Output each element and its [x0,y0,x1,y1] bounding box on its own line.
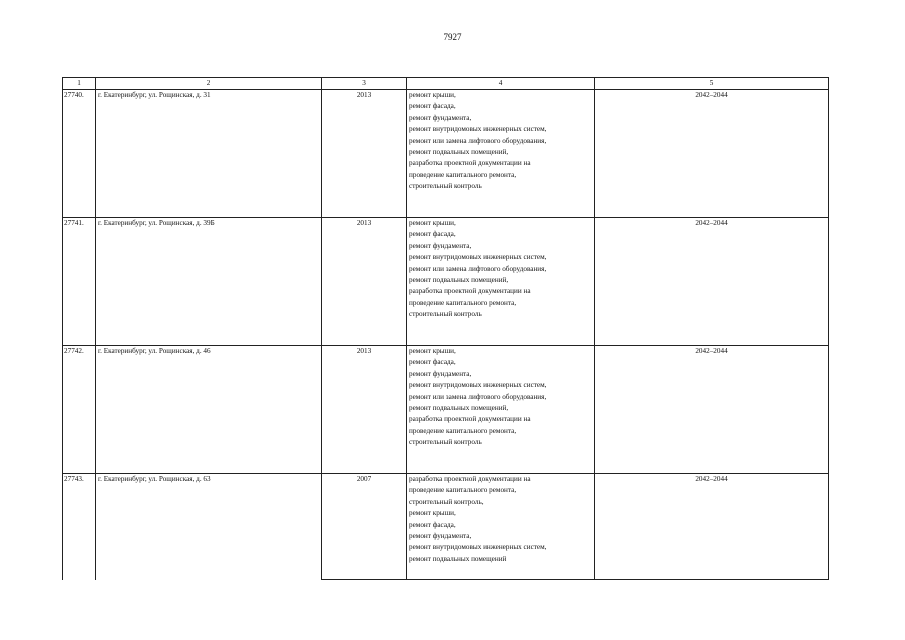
work-item: строительный контроль [409,438,482,447]
work-item: ремонт внутридомовых инженерных систем, [409,125,547,134]
work-item: ремонт крыши, [409,347,456,355]
row-year: 2013 [322,90,407,218]
work-item: ремонт фундамента, [409,241,472,250]
table-row [63,90,829,218]
row-address: г. Екатеринбург, ул. Рощинская, д. 46 [96,346,322,474]
work-item: ремонт внутридомовых инженерных систем, [409,381,547,390]
row-number: 27742. [63,346,96,474]
work-item: строительный контроль [409,310,482,319]
work-item: строительный контроль [409,182,482,191]
work-item: ремонт крыши, [409,509,456,518]
work-item: ремонт фундамента, [409,369,472,378]
column-header: 5 [595,78,829,90]
work-item: ремонт фундамента, [409,113,472,122]
work-item: разработка проектной документации на [409,287,531,296]
row-address: г. Екатеринбург, ул. Рощинская, д. 63 [96,474,322,580]
work-item: строительный контроль, [409,497,484,506]
work-item: ремонт внутридомовых инженерных систем, [409,253,547,262]
row-address: г. Екатеринбург, ул. Рощинская, д. 39Б [96,218,322,346]
column-header: 4 [407,78,595,90]
work-item: ремонт внутридомовых инженерных систем, [409,543,547,552]
work-item: ремонт или замена лифтового оборудования, [409,136,547,145]
work-item: ремонт подвальных помещений, [409,276,509,285]
work-item: ремонт или замена лифтового оборудования, [409,264,547,273]
work-item: проведение капитального ремонта, [409,298,517,307]
work-item: разработка проектной документации на [409,159,531,168]
work-item: проведение капитального ремонта, [409,486,517,495]
capital-repair-table [62,77,829,580]
table-row [63,218,829,346]
work-item: разработка проектной документации на [409,475,531,483]
row-number: 27743. [63,474,96,580]
row-period: 2042–2044 [595,474,829,580]
row-address: г. Екатеринбург, ул. Рощинская, д. 31 [96,90,322,218]
work-item: ремонт крыши, [409,219,456,227]
column-number-row [63,78,829,90]
work-item: ремонт фасада, [409,358,456,367]
work-item: ремонт фасада, [409,520,456,529]
row-works [407,346,595,474]
row-period: 2042–2044 [595,218,829,346]
row-number: 27740. [63,90,96,218]
page-number: 7927 [443,32,462,42]
column-header: 2 [96,78,322,90]
table-row [63,346,829,474]
work-item: ремонт подвальных помещений, [409,148,509,157]
row-works [407,474,595,580]
work-item: ремонт подвальных помещений [409,554,507,563]
work-item: проведение капитального ремонта, [409,170,517,179]
row-period: 2042–2044 [595,90,829,218]
row-year: 2007 [322,474,407,580]
column-header: 1 [63,78,96,90]
row-year: 2013 [322,218,407,346]
work-item: проведение капитального ремонта, [409,426,517,435]
row-number: 27741. [63,218,96,346]
work-item: ремонт подвальных помещений, [409,404,509,413]
row-period: 2042–2044 [595,346,829,474]
work-item: ремонт фундамента, [409,532,472,541]
work-item: ремонт или замена лифтового оборудования, [409,392,547,401]
column-header: 3 [322,78,407,90]
row-year: 2013 [322,346,407,474]
row-works [407,90,595,218]
work-item: ремонт фасада, [409,230,456,239]
table-row [63,474,829,580]
work-item: разработка проектной документации на [409,415,531,424]
row-works [407,218,595,346]
work-item: ремонт крыши, [409,91,456,99]
work-item: ремонт фасада, [409,102,456,111]
